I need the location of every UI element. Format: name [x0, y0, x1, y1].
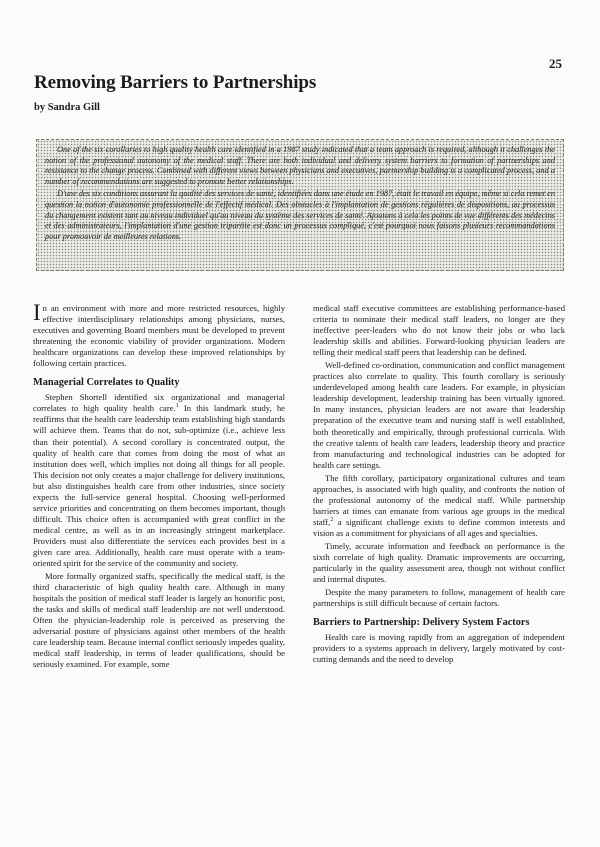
abstract-french: D'une des six conditions assurant la qualité des services de santé, identifiées dans une étude en 1987, était le travail en équipe, même si cela remet en question la notion d'autonomie professionnelle de l'effectif médical. Des obstacles à l'implantation de gestions régulières de dispositions, au processus du changement existent tant au niveau individuel qu'au niveau du système des services de santé. Ajoutons à cela les points de vue différents des médecins et des administrateurs, l'implantation d'une gestion tripartite est donc un processus compliqué, c'est pourquoi nous faisons plusieurs recommandations pour promouvoir de meilleures relations. [45, 189, 556, 241]
section-heading-managerial-correlates: Managerial Correlates to Quality [33, 377, 180, 389]
abstract-english: One of the six corollaries to high quality health care identified in a 1987 study indicated that a team approach is required, although it challenges the notion of the professional autonomy of the medical staff. There are both individual and delivery system barriers to formation of partnerships and resistance to the change process. Combined with different views between physicians and executives, partnership building is a complicated process, and a number of recommendations are suggested to promote better relationships. [45, 145, 555, 186]
body-paragraph: Despite the many parameters to follow, management of health care partnerships is still difficult because of certain factors. [313, 587, 565, 609]
drop-cap: I [33, 300, 41, 325]
right-column [313, 303, 565, 667]
body-paragraph: More formally organized staffs, specifically the medical staff, is the third characteristic of high quality health care. Although in many hospitals the position of medical staff leader is largely an honorific post, the tasks and skills of medical staff leadership are not well understood. Often the physician-leadership role is perceived as preserving the adversarial posture of physicians against other members of the health care leadership team. Because internal conflict seriously impedes quality, medical staff leadership, in terms of leader qualifications, should be seriously examined. For example, some [33, 571, 285, 670]
footnote-ref: 1 [175, 403, 179, 410]
body-paragraph [313, 473, 565, 539]
paragraph-text: The fifth corollary, participatory organizational cultures and team approaches, is associated with high quality, and confronts the notion of the professional autonomy of the medical staff. While partnership barriers at times can emanate from various age groups in the medical staff, [313, 472, 565, 527]
article-title: Removing Barriers to Partnerships [34, 72, 317, 93]
intro-text: n an environment with more and more restricted resources, highly effective interdisciplinary relationships among physicians, nurses, executives and governing Board members must be developed to prevent threatening the economic viability of provider organizations. Modern healthcare organizations can develop these improved relationships by following certain practices. [33, 303, 285, 369]
paragraph-text: a significant challenge exists to define common interests and vision as a commitment for physicians of all ages and specialties. [313, 516, 565, 538]
body-paragraph: Well-defined co-ordination, communication and conflict management practices also correlate to quality. This fourth corollary is seriously underdeveloped among health care leaders. For example, in physician leadership development, leadership training has been virtually ignored. In many instances, physician leaders are not aware that leadership preparation of the executive team and nursing staff is well established, both theoretically and empirically, through professional curricula. With the creative talents of health care leaders, leadership theory and practice from manufacturing and technological industries can be adopted for health care settings. [313, 360, 565, 470]
left-column [33, 300, 285, 673]
byline: by Sandra Gill [34, 102, 100, 113]
paragraph-text: In this landmark study, he reaffirms that the health care leadership team establishing high standards will achieve them. Teams that do not, sub-optimize (i.e., achieve less than their potential). A second corollary is concentrated output, the quality of health care that comes from doing the most of what an institution does well, which implies not doing all things for all people. This decision not only creates a major challenge for delivery institutions, but also distinguishes health care from other industries, since society expects the full-service general hospital. Choosing well-performed service priorities and concentrating on them becomes important, though difficult. This choice often is accompanied with great conflict in the medical centre, as well as in an increasingly stringent marketplace. Providers must also differentiate the services each provides best in a given care area. Additionally, health care must operate with a team-oriented spirit for the service of the community and society. [33, 403, 285, 569]
intro-paragraph [33, 300, 285, 369]
page-number: 25 [549, 56, 562, 71]
body-paragraph: medical staff executive committees are establishing performance-based criteria to nominate their medical staff leaders, no longer are they ineffective peer-leaders who do not know their jobs or who lack leadership skills and abilities. Forward-looking physician leaders are telling their medical staff peers that leadership can be defined. [313, 303, 565, 358]
paragraph-text: Stephen Shortell identified six organizational and managerial correlates to high quality health care. [33, 392, 285, 414]
body-paragraph [33, 392, 285, 569]
section-heading-barriers-delivery: Barriers to Partnership: Delivery System Factors [313, 617, 530, 629]
footnote-ref: 2 [330, 517, 334, 524]
abstract-box [36, 139, 564, 271]
body-paragraph: Timely, accurate information and feedback on performance is the sixth correlate of high quality. Dramatic improvements are occurring, particularly in the quality assessment area, though not without conflict and internal disputes. [313, 540, 565, 585]
body-paragraph: Health care is moving rapidly from an aggregation of independent providers to a systems approach in delivery, largely motivated by cost-cutting demands and the need to develop [313, 632, 565, 665]
